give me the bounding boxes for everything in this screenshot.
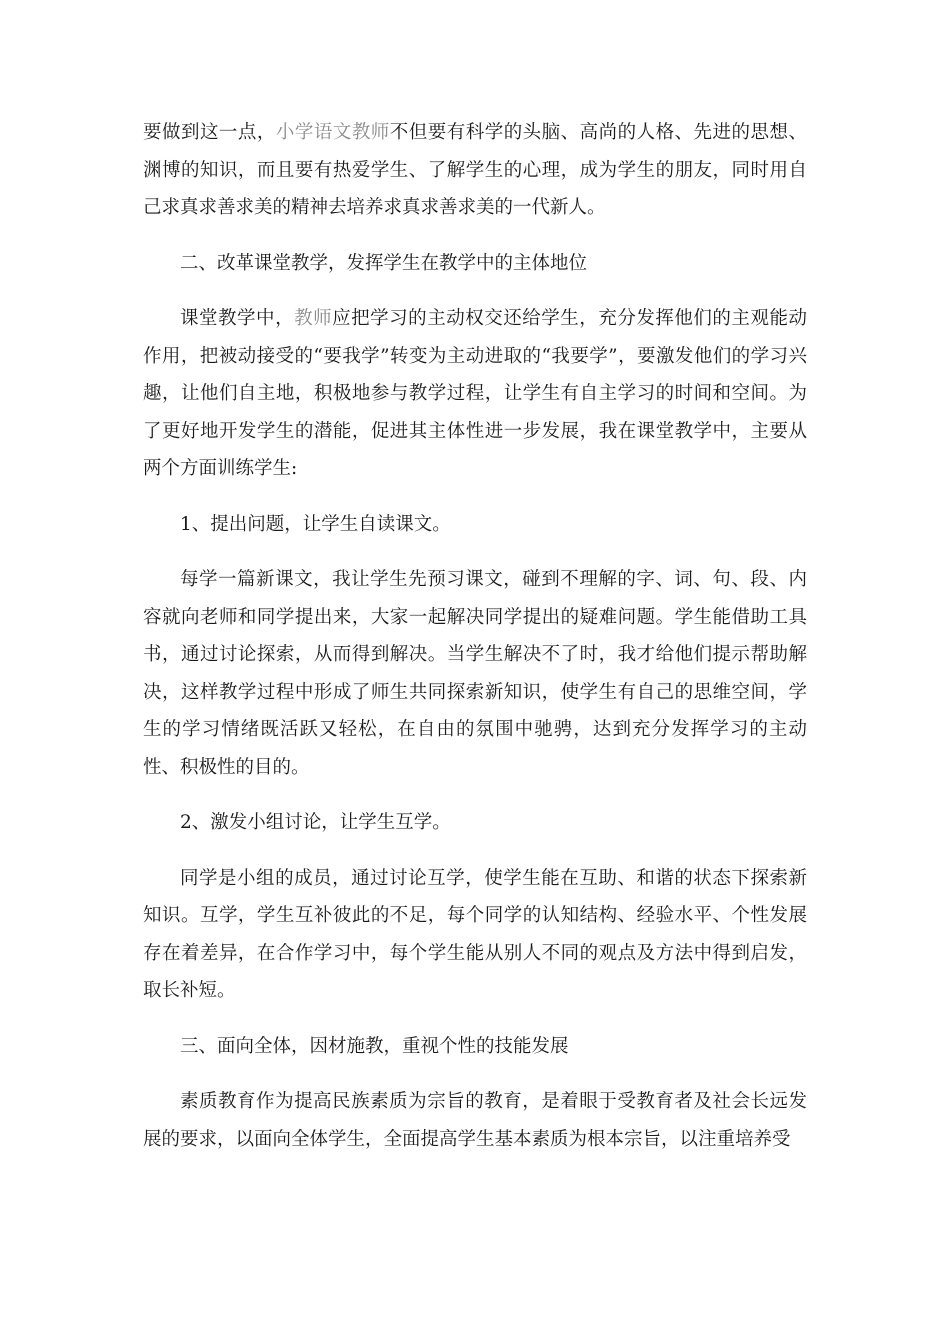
paragraph-1 (143, 114, 807, 227)
paragraph-2 (143, 300, 807, 488)
teacher-link-2[interactable]: 教师 (294, 308, 333, 329)
subheading-2: 2、激发小组讨论，让学生互学。 (180, 812, 451, 833)
paragraph-4: 同学是小组的成员，通过讨论互学，使学生能在互助、和谐的状态下探索新知识。互学，学生互补彼此的不足，每个同学的认知结构、经验水平、个性发展存在着差异，在合作学习中，每个学生能从别人不同的观点及方法中得到启发，取长补短。 (143, 867, 807, 1001)
paragraph-3: 每学一篇新课文，我让学生先预习课文，碰到不理解的字、词、句、段、内容就向老师和同学提出来，大家一起解决同学提出的疑难问题。学生能借助工具书，通过讨论探索，从而得到解决。当学生解决不了时，我才给他们提示帮助解决，这样教学过程中形成了师生共同探索新知识，使学生有自己的思维空间，学生的学习情绪既活跃又轻松，在自由的氛围中驰骋，达到充分发挥学习的主动性、积极性的目的。 (143, 569, 807, 778)
paragraph-5: 素质教育作为提高民族素质为宗旨的教育，是着眼于受教育者及社会长远发展的要求，以面向全体学生，全面提高学生基本素质为根本宗旨，以注重培养受 (143, 1091, 807, 1150)
document-body (143, 114, 807, 1158)
teacher-link[interactable]: 小学语文教师 (275, 122, 390, 143)
paragraph-2-text-b: 应把学习的主动权交还给学生，充分发挥他们的主观能动作用，把被动接受的“要我学”转变为主动进取的“我要学”，要激发他们的学习兴趣，让他们自主地，积极地参与教学过程，让学生有自主学习的时间和空间。为了更好地开发学生的潜能，促进其主体性进一步发展，我在课堂教学中，主要从两个方面训练学生: (143, 308, 807, 479)
section-heading-2: 二、改革课堂教学，发挥学生在教学中的主体地位 (180, 252, 588, 274)
paragraph-1-text-a: 要做到这一点， (143, 122, 276, 143)
section-heading-3: 三、面向全体，因材施教，重视个性的技能发展 (180, 1035, 569, 1057)
paragraph-1-text-b: 不但要有科学的头脑、高尚的人格、先进的思想、渊博的知识，而且要有热爱学生、了解学生的心理，成为学生的朋友，同时用自己求真求善求美的精神去培养求真求善求美的一代新人。 (143, 122, 807, 218)
paragraph-2-text-a: 课堂教学中， (180, 308, 295, 329)
subheading-1: 1、提出问题，让学生自读课文。 (180, 513, 451, 535)
